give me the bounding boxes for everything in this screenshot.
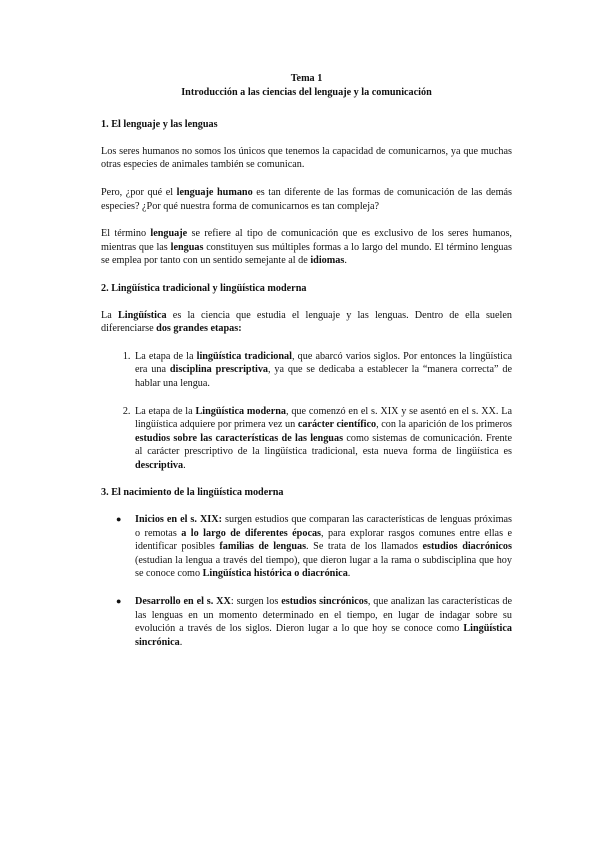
bold-term: estudios sobre las características de las lenguas (135, 432, 344, 444)
text-run: . (347, 568, 351, 580)
bold-term: Lingüística moderna (195, 405, 286, 417)
list-item (116, 513, 513, 581)
history-list (101, 513, 512, 649)
bold-term: familias de lenguas (219, 541, 307, 553)
text-run: Pero, ¿por qué el (101, 186, 177, 198)
text-run: , que comenzó en el s. XIX y se asentó en el s. XX. La lingüística adquiere por primera vez un (135, 405, 513, 431)
bold-term: Lingüística (117, 309, 167, 321)
bold-term: Desarrollo en el s. XX (135, 596, 231, 608)
text-run: constituyen sus múltiples formas a lo largo del mundo. El término lenguas se emplea por tanto con un sentido semejante al de (101, 241, 512, 267)
text-run: , con la aparición de los primeros (376, 419, 513, 431)
bold-term: disciplina prescriptiva (169, 364, 269, 376)
text-run: es la ciencia que estudia el lenguaje y las lenguas. Dentro de ella suelen diferenciarse (101, 309, 512, 335)
bullet-icon: ● (116, 596, 122, 607)
bullet-icon: ● (116, 514, 122, 525)
topic-number: Tema 1 (290, 73, 323, 84)
text-run: La etapa de la (135, 405, 196, 417)
bold-term: idiomas (310, 255, 345, 267)
list-item (133, 350, 512, 391)
bold-term: dos grandes etapas: (156, 323, 242, 335)
bold-term: estudios diacrónicos (422, 541, 512, 553)
text-run: (estudian la lengua a través del tiempo), que dieron lugar a la rama o subdisciplina que hoy se conoce como (135, 554, 512, 580)
section-3-heading: 3. El nacimiento de la lingüística moderna (101, 487, 284, 499)
bold-term: Lingüística sincrónica (135, 623, 512, 648)
document-title: Introducción a las ciencias del lenguaje y la comunicación (181, 86, 432, 98)
text-run: La etapa de la (135, 350, 197, 362)
bold-term: descriptiva (135, 459, 184, 471)
section-1-heading: 1. El lenguaje y las lenguas (101, 119, 218, 131)
text-run: , ya que se dedicaba a establecer la “manera correcta” de hablar una lengua. (135, 364, 512, 389)
section-1-paragraph-3 (101, 227, 512, 268)
bold-term: lingüística tradicional (196, 350, 292, 362)
text-run: , que abarcó varios siglos. Por entonces la lingüística era una (135, 350, 513, 376)
text-run: es tan diferente de las formas de comunicación de las demás especies? ¿Por qué nuestra forma de comunicarnos es tan compleja? (101, 186, 512, 212)
stages-list (101, 350, 512, 473)
bold-term: lenguas (170, 241, 204, 253)
section-2-intro (101, 309, 512, 336)
text-run: La (101, 309, 118, 321)
section-2-heading: 2. Lingüística tradicional y lingüística moderna (101, 282, 307, 294)
text-run: . (179, 636, 183, 648)
text-run: , que analizan las características de las lenguas en un momento determinado en el tiempo, en lugar de indagar sobre su evolución a través de los siglos. Dieron lugar a lo que hoy se conoce como (135, 596, 513, 635)
bold-term: estudios sincrónicos (281, 596, 368, 608)
text-run: como sistemas de comunicación. Frente al carácter prescriptivo de la lingüística tradicional, esta nueva forma de lingüística es (135, 432, 513, 458)
bold-term: carácter científico (297, 419, 377, 431)
bold-term: lenguaje humano (176, 186, 253, 198)
text-run: se refiere al tipo de comunicación que es exclusivo de los seres humanos, mientras que las (101, 228, 512, 253)
bold-term: Inicios en el s. XIX: (135, 514, 223, 526)
section-1-paragraph-1: Los seres humanos no somos los únicos que tenemos la capacidad de comunicarnos, ya que muchas otras especies de animales también se comunican. (101, 145, 512, 171)
bold-term: a lo largo de diferentes épocas (181, 527, 322, 539)
bold-term: Lingüística histórica o diacrónica (202, 568, 348, 580)
text-run: surgen estudios que comparan las características de lenguas próximas o remotas (135, 514, 512, 539)
text-run: . (344, 255, 347, 267)
list-item (133, 405, 512, 473)
list-item (116, 595, 513, 649)
text-run: , para explorar rasgos comunes entre ellas e identificar posibles (135, 527, 513, 553)
bold-term: lenguaje (150, 228, 188, 240)
section-1-paragraph-2 (101, 186, 512, 213)
text-run: : surgen los (230, 596, 282, 608)
text-run: . (183, 459, 186, 471)
text-run: . Se trata de los llamados (306, 541, 423, 553)
text-run: El término (101, 228, 151, 240)
